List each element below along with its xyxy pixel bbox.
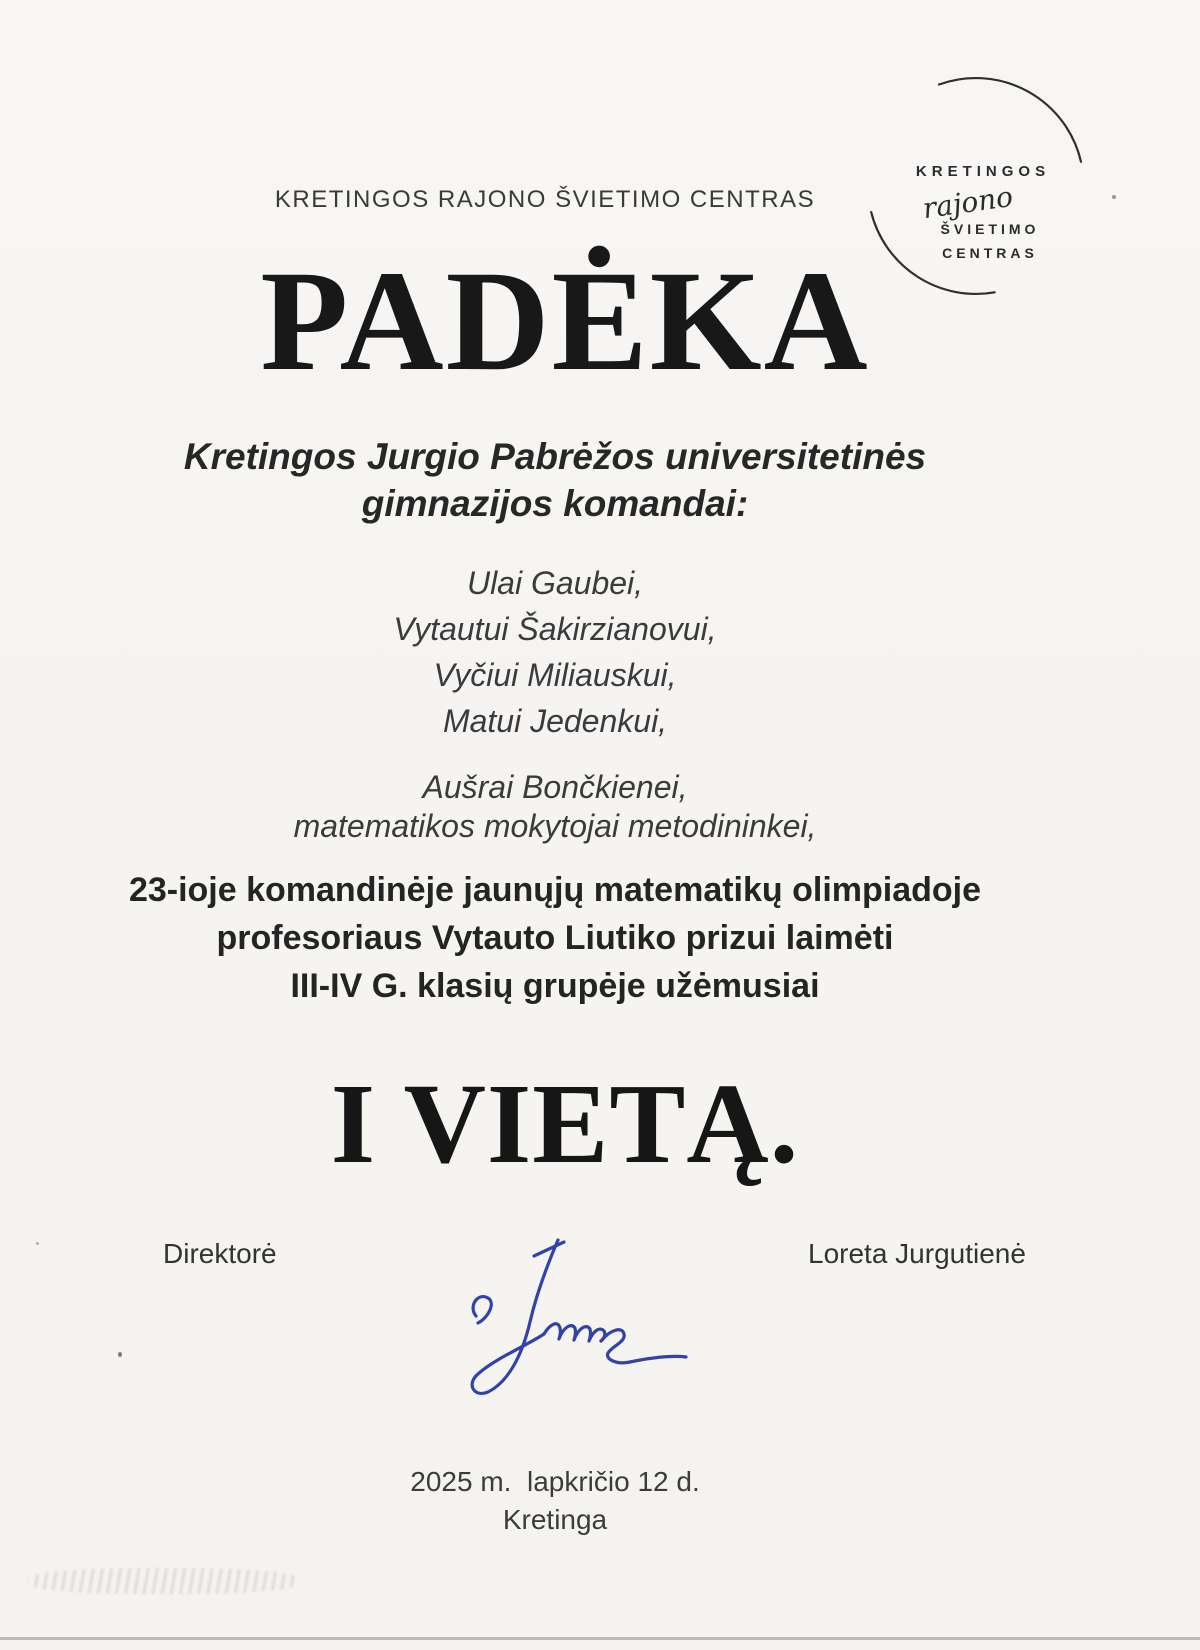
- name-item: Vytautui Šakirzianovui,: [393, 611, 717, 647]
- recipient-line1: Kretingos Jurgio Pabrėžos universitetinės: [183, 436, 927, 477]
- place-line: Kretinga: [502, 1504, 608, 1535]
- logo-line3: ŠVIETIMO: [940, 221, 1040, 237]
- certificate-title: PADĖKA: [260, 242, 870, 401]
- award-text: I VIETĄ.: [330, 1060, 800, 1187]
- recipient-line2: gimnazijos komandai:: [361, 482, 749, 524]
- recipient-block: [0, 434, 1110, 527]
- scan-speck: [118, 1352, 122, 1357]
- date-line: 2025 m. lapkričio 12 d.: [410, 1466, 700, 1497]
- teacher-block: [0, 768, 1110, 846]
- handwritten-signature: [438, 1232, 698, 1412]
- achievement-block: [0, 866, 1110, 1010]
- scan-speck: [36, 1242, 39, 1245]
- signer-name: Loreta Jurgutienė: [808, 1238, 1026, 1269]
- logo-line1: KRETINGOS: [915, 163, 1051, 180]
- signer-role-label: Direktorė: [163, 1238, 277, 1269]
- teacher-name: Aušrai Bončkienei,: [422, 769, 688, 805]
- teacher-title: matematikos mokytojai metodininkei,: [293, 808, 817, 844]
- name-item: Ulai Gaubei,: [466, 565, 644, 601]
- name-item: Vyčiui Miliauskui,: [433, 657, 677, 693]
- name-item: Matui Jedenkui,: [442, 703, 668, 739]
- scan-smudge-artifact: [28, 1568, 298, 1594]
- achievement-line2: profesoriaus Vytauto Liutiko prizui laimėti: [216, 919, 894, 957]
- logo-line2-script: rajono: [920, 179, 1015, 226]
- logo-top-arc: [939, 78, 1081, 162]
- achievement-line1: 23-ioje komandinėje jaunųjų matematikų olimpiadoje: [128, 871, 982, 909]
- organization-header: KRETINGOS RAJONO ŠVIETIMO CENTRAS: [274, 186, 816, 213]
- scan-edge-line: [0, 1637, 1200, 1640]
- logo-line4: CENTRAS: [942, 245, 1038, 261]
- names-list: [0, 560, 1110, 744]
- achievement-line3: III-IV G. klasių grupėje užėmusiai: [290, 967, 820, 1005]
- scan-speck: [1112, 195, 1116, 199]
